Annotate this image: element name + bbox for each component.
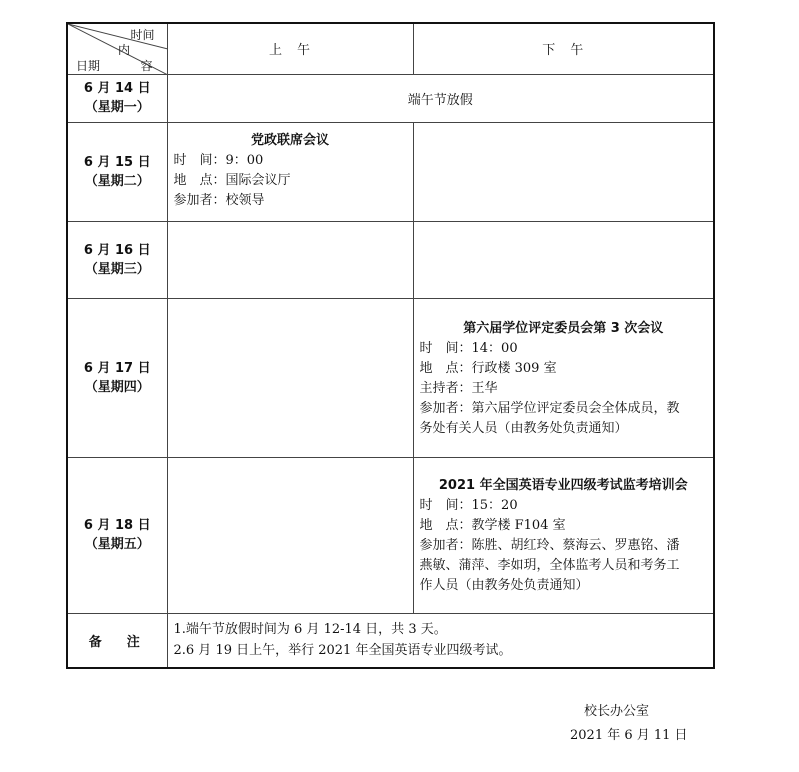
holiday-cell: 端午节放假 (167, 74, 714, 122)
event-line: 务处有关人员（由教务处负责通知） (419, 420, 628, 436)
event-cell (413, 298, 714, 457)
schedule-table (66, 22, 715, 669)
notes-cell (167, 613, 714, 668)
date-cell (67, 122, 167, 221)
table-row (67, 298, 714, 457)
afternoon-header: 下 午 (413, 23, 714, 74)
corner-content-label: 内 (118, 43, 131, 57)
event-cell (413, 457, 714, 613)
date-text: 6 月 14 日 (83, 81, 151, 96)
weekday-text: （星期一） (84, 100, 150, 115)
event-line: 时 间：9：00 (173, 152, 264, 168)
event-line: 时 间：14：00 (419, 340, 518, 356)
table-row (67, 122, 714, 221)
date-cell (67, 298, 167, 457)
date-text: 6 月 18 日 (83, 518, 151, 533)
empty-cell (413, 122, 714, 221)
event-line: 作人员（由教务处负责通知） (419, 577, 589, 593)
morning-header: 上 午 (167, 23, 413, 74)
empty-cell (167, 298, 413, 457)
event-line: 燕敏、蒲萍、李如玥，全体监考人员和考务工 (419, 557, 680, 573)
event-line: 参加者：第六届学位评定委员会全体成员，教 (419, 400, 680, 416)
header-row (67, 23, 714, 74)
date-cell (67, 221, 167, 298)
table-row (67, 221, 714, 298)
note-line: 2.6 月 19 日上午，举行 2021 年全国英语专业四级考试。 (173, 643, 512, 659)
corner-header-cell (67, 23, 167, 74)
event-line: 地 点：行政楼 309 室 (419, 360, 557, 376)
event-line: 时 间：15：20 (419, 497, 518, 513)
note-line: 1.端午节放假时间为 6 月 12-14 日，共 3 天。 (173, 622, 447, 638)
weekday-text: （星期三） (84, 261, 150, 277)
corner-content-label-2: 容 (140, 59, 153, 73)
event-line: 地 点：教学楼 F104 室 (419, 517, 566, 533)
event-title: 2021 年全国英语专业四级考试监考培训会 (438, 477, 688, 493)
event-line: 参加者：陈胜、胡红玲、蔡海云、罗惠铭、潘 (419, 537, 680, 553)
signature-office: 校长办公室 (584, 704, 650, 719)
table-row (67, 74, 714, 122)
event-title: 第六届学位评定委员会第 3 次会议 (463, 320, 664, 336)
date-text: 6 月 17 日 (83, 360, 151, 376)
date-text: 6 月 15 日 (83, 154, 151, 170)
event-title: 党政联席会议 (250, 132, 329, 148)
weekday-text: （星期四） (84, 379, 150, 395)
signature-date: 2021 年 6 月 11 日 (570, 728, 688, 743)
event-line: 主持者：王华 (419, 380, 498, 396)
event-line: 地 点：国际会议厅 (173, 172, 291, 188)
corner-date-label: 日期 (76, 59, 101, 73)
notes-row (67, 613, 714, 668)
weekday-text: （星期二） (84, 173, 150, 189)
date-text: 6 月 16 日 (83, 242, 151, 258)
event-cell (167, 122, 413, 221)
event-line: 参加者：校领导 (173, 192, 265, 208)
weekday-text: （星期五） (84, 537, 150, 552)
empty-cell (167, 457, 413, 613)
empty-cell (413, 221, 714, 298)
notes-label: 备 注 (67, 613, 167, 668)
date-cell (67, 74, 167, 122)
empty-cell (167, 221, 413, 298)
table-row (67, 457, 714, 613)
date-cell (67, 457, 167, 613)
corner-time-label: 时间 (130, 28, 155, 42)
